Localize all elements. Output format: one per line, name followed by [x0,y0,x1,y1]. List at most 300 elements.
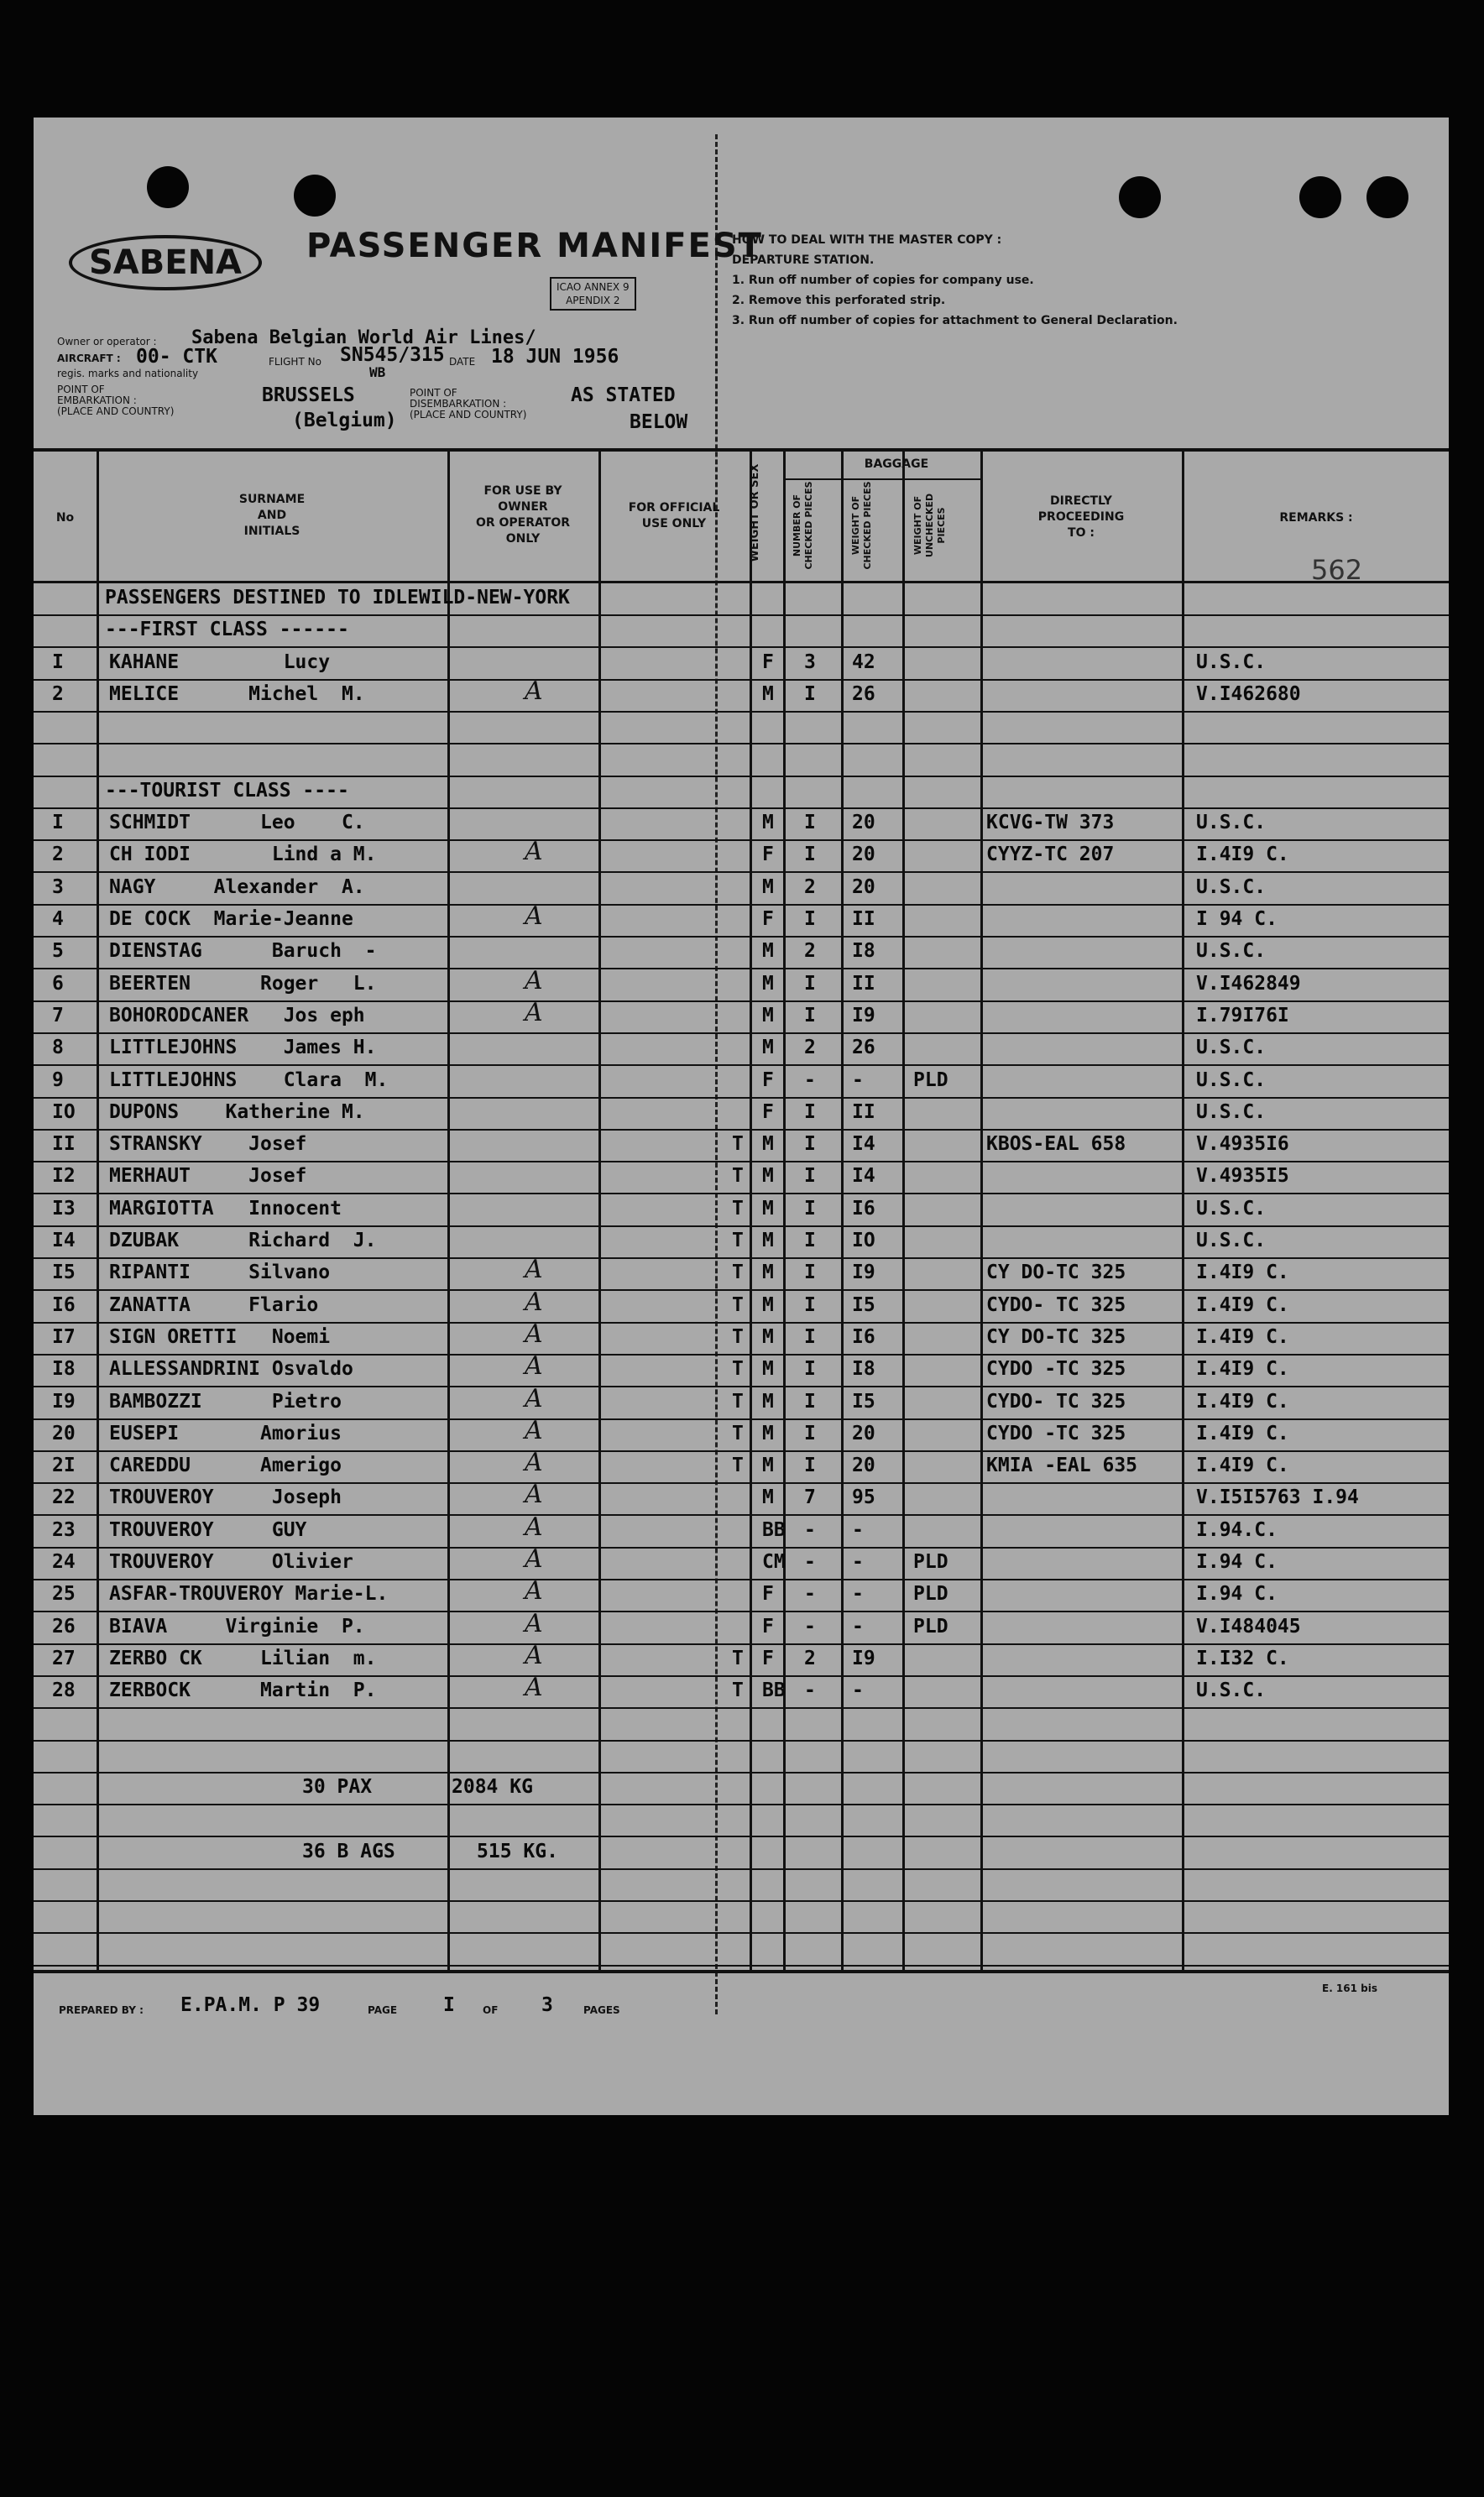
passenger-no: 27 [52,1647,76,1669]
table-line [34,1805,1449,1836]
remarks: V.I462849 [1196,972,1301,995]
checked-weight: 20 [852,875,875,898]
proceeding-to: CY DO-TC 325 [986,1325,1126,1348]
instructions-heading: HOW TO DEAL WITH THE MASTER COPY : [732,233,1002,247]
owner-mark: A [525,1351,543,1382]
owner-mark: A [525,1480,543,1510]
passenger-no: I9 [52,1390,76,1413]
passenger-name: BIAVA Virginie P. [109,1615,365,1638]
table-row [34,1383,1449,1419]
transit-flag: T [732,1262,744,1284]
remarks: I.4I9 C. [1196,1455,1289,1477]
owner-label: Owner or operator : [57,336,157,347]
passenger-name: MELICE Michel M. [109,682,365,705]
remarks: U.S.C. [1196,650,1267,673]
passenger-name: BEERTEN Roger L. [109,972,377,995]
table-row [34,1544,1449,1580]
checked-weight: 20 [852,1422,875,1444]
passenger-sex: M [762,1486,774,1509]
total-bags: 36 B AGS [302,1840,395,1862]
table-line [34,1773,1449,1805]
page-label: PAGE [368,2004,398,2016]
transit-flag: T [732,1422,744,1444]
table-row [34,901,1449,937]
passenger-no: 20 [52,1422,76,1444]
transit-flag: T [732,1165,744,1188]
passenger-sex: F [762,1615,774,1638]
proceeding-to: CYDO- TC 325 [986,1293,1126,1316]
passenger-name: DZUBAK Richard J. [109,1230,377,1251]
remarks: U.S.C. [1196,875,1267,898]
table-row [34,1226,1449,1258]
passenger-name: SIGN ORETTI Noemi [109,1325,331,1348]
checked-pieces: I [804,1230,816,1251]
table-row [34,1576,1449,1612]
checked-pieces: 7 [804,1486,816,1509]
passenger-no: 2 [52,682,64,705]
checked-weight: I5 [852,1390,875,1413]
checked-weight: I9 [852,1004,875,1026]
passenger-sex: M [762,1230,774,1251]
passenger-sex: F [762,844,774,866]
checked-pieces: I [804,1004,816,1026]
checked-weight: 26 [852,682,875,705]
checked-weight: 20 [852,844,875,866]
passenger-sex: M [762,1165,774,1188]
remarks: U.S.C. [1196,1679,1267,1702]
disemb-value-2: BELOW [630,411,688,433]
transit-flag: T [732,1230,744,1251]
col-remarks: REMARKS : [1279,511,1353,525]
checked-pieces: - [804,1068,816,1091]
passenger-no: 9 [52,1068,64,1091]
checked-pieces: 2 [804,1647,816,1669]
table-row [34,808,1449,840]
table-row [34,1673,1449,1708]
pages-label: PAGES [583,2004,620,2016]
total-bags-weight: 515 KG. [477,1840,558,1862]
checked-weight: IO [852,1230,875,1251]
checked-weight: 20 [852,812,875,834]
passenger-sex: F [762,1647,774,1669]
passenger-name: LITTLEJOHNS James H. [109,1037,377,1059]
passenger-no: I7 [52,1325,76,1348]
remarks: U.S.C. [1196,1197,1267,1220]
passenger-name: NAGY Alexander A. [109,875,365,898]
table-row [34,1480,1449,1515]
remarks: I.94 C. [1196,1583,1278,1606]
passenger-name: MARGIOTTA Innocent [109,1197,342,1220]
col-directly: DIRECTLY PROCEEDING TO : [1037,494,1125,540]
table-row [34,1033,1449,1065]
col-wt-unchecked: WEIGHT OF UNCHECKED PIECES [912,493,947,558]
passenger-name: CAREDDU Amerigo [109,1455,342,1477]
table-line [34,583,1449,615]
proceeding-to: KBOS-EAL 658 [986,1133,1126,1156]
passenger-name: BOHORODCANER Jos eph [109,1004,365,1026]
passenger-name: TROUVEROY Joseph [109,1486,342,1509]
transit-flag: T [732,1358,744,1381]
checked-pieces: 2 [804,1037,816,1059]
table-row [34,965,1449,1001]
proceeding-to: KCVG-TW 373 [986,812,1115,834]
passenger-no: II [52,1133,76,1156]
table-row [34,1066,1449,1098]
checked-pieces: I [804,908,816,930]
transit-flag: T [732,1293,744,1316]
instruction-step: 1. Run off number of copies for company use. [732,274,1034,287]
remarks: U.S.C. [1196,1100,1267,1123]
checked-pieces: I [804,1390,816,1413]
passenger-name: RIPANTI Silvano [109,1262,331,1284]
checked-pieces: - [804,1518,816,1541]
table-line [34,1869,1449,1901]
passenger-name: BAMBOZZI Pietro [109,1390,342,1413]
passenger-no: I8 [52,1358,76,1381]
checked-pieces: I [804,1165,816,1188]
flight-value: SN545/315 [340,344,445,366]
passenger-name: MERHAUT Josef [109,1165,307,1188]
remarks: V.I462680 [1196,682,1301,705]
table-row [34,1194,1449,1226]
remarks: U.S.C. [1196,1230,1267,1251]
remarks: I.4I9 C. [1196,1293,1289,1316]
manifest-sheet [34,118,1449,2115]
owner-mark: A [525,1287,543,1317]
passenger-name: EUSEPI Amorius [109,1422,342,1444]
table-line [34,1934,1449,1966]
aircraft-label: AIRCRAFT : [57,353,121,364]
table-row [34,1608,1449,1644]
passenger-no: 6 [52,972,64,995]
passenger-sex: M [762,972,774,995]
owner-mark: A [525,837,543,867]
owner-mark: A [525,965,543,995]
stamp-number: 562 [1311,554,1363,586]
icao-annex-box: ICAO ANNEX 9 APENDIX 2 [550,277,636,311]
total-pax: 30 PAX [302,1776,373,1799]
transit-flag: T [732,1455,744,1477]
owner-mark: A [525,1415,543,1445]
table-row [34,1162,1449,1194]
unchecked-weight: PLD [913,1068,948,1091]
remarks: U.S.C. [1196,1037,1267,1059]
passenger-sex: M [762,1262,774,1284]
checked-weight: I9 [852,1262,875,1284]
passenger-sex: M [762,1455,774,1477]
passenger-sex: BB [762,1679,786,1702]
passenger-name: DIENSTAG Baruch - [109,940,377,963]
remarks: V.I484045 [1196,1615,1301,1638]
checked-weight: I4 [852,1165,875,1188]
passenger-name: ASFAR-TROUVEROY Marie-L. [109,1583,389,1606]
passenger-no: 23 [52,1518,76,1541]
table-row [34,648,1449,680]
checked-pieces: I [804,844,816,866]
page-title: PASSENGER MANIFEST [306,227,763,265]
remarks: I.4I9 C. [1196,1358,1289,1381]
proceeding-to: KMIA -EAL 635 [986,1455,1138,1477]
transit-flag: T [732,1197,744,1220]
passenger-sex: F [762,1100,774,1123]
passenger-no: 28 [52,1679,76,1702]
checked-weight: - [852,1551,864,1573]
checked-weight: I8 [852,940,875,963]
table-row [34,1415,1449,1451]
table-row [34,1098,1449,1130]
section-label: ---FIRST CLASS ------ [105,619,349,641]
passenger-no: 26 [52,1615,76,1638]
passenger-sex: F [762,908,774,930]
table-top-line [34,448,1449,452]
remarks: U.S.C. [1196,1068,1267,1091]
owner-mark: A [525,1608,543,1638]
checked-weight: II [852,972,875,995]
checked-weight: - [852,1068,864,1091]
passenger-sex: M [762,875,774,898]
table-row [34,937,1449,969]
punch-hole [1119,176,1161,218]
disemb-value: AS STATED [571,384,676,406]
passenger-sex: BB [762,1518,786,1541]
passenger-no: 4 [52,908,64,930]
owner-mark: A [525,1448,543,1478]
flight-label: FLIGHT No [269,356,321,368]
passenger-no: I3 [52,1197,76,1220]
transit-flag: T [732,1390,744,1413]
table-row [34,1640,1449,1676]
owner-mark: A [525,1673,543,1703]
punch-hole [1366,176,1408,218]
passenger-sex: M [762,940,774,963]
remarks: I 94 C. [1196,908,1278,930]
passenger-no: I6 [52,1293,76,1316]
transit-flag: T [732,1133,744,1156]
passenger-sex: M [762,1325,774,1348]
checked-weight: I6 [852,1325,875,1348]
table-row [34,997,1449,1033]
owner-mark: A [525,1319,543,1349]
remarks: I.79I76I [1196,1004,1289,1026]
instructions-sub: DEPARTURE STATION. [732,253,875,267]
of-value: 3 [541,1994,553,2016]
embark-country: (Belgium) [292,410,397,431]
owner-mark: A [525,901,543,931]
remarks: I.4I9 C. [1196,1390,1289,1413]
proceeding-to: CY DO-TC 325 [986,1262,1126,1284]
checked-pieces: I [804,1293,816,1316]
passenger-name: SCHMIDT Leo C. [109,812,365,834]
col-no: No [55,511,75,525]
passenger-no: 5 [52,940,64,963]
col-weight-sex: WEIGHT OR SEX [749,463,761,562]
checked-weight: II [852,1100,875,1123]
table-line [34,1741,1449,1773]
passenger-sex: M [762,812,774,834]
col-official: FOR OFFICIAL USE ONLY [628,501,720,530]
passenger-no: I4 [52,1230,76,1251]
flight-sub: WB [369,364,386,380]
table-row [34,676,1449,712]
checked-pieces: I [804,1455,816,1477]
proceeding-to: CYDO -TC 325 [986,1358,1126,1381]
sabena-logo: SABENA [69,235,262,290]
owner-mark: A [525,1576,543,1606]
instruction-step: 2. Remove this perforated strip. [732,294,946,307]
passenger-name: STRANSKY Josef [109,1133,307,1156]
date-value: 18 JUN 1956 [491,346,619,368]
passenger-no: IO [52,1100,76,1123]
checked-pieces: I [804,682,816,705]
table-row [34,1351,1449,1387]
section-label: PASSENGERS DESTINED TO IDLEWILD-NEW-YORK [105,587,570,609]
unchecked-weight: PLD [913,1615,948,1638]
proceeding-to: CYDO- TC 325 [986,1390,1126,1413]
remarks: U.S.C. [1196,940,1267,963]
remarks: V.4935I5 [1196,1165,1289,1188]
remarks: I.94.C. [1196,1518,1278,1541]
passenger-name: ZERBO CK Lilian m. [109,1647,377,1669]
checked-pieces: I [804,1262,816,1284]
checked-pieces: 3 [804,650,816,673]
punch-hole [147,166,189,208]
passenger-no: 22 [52,1486,76,1509]
passenger-name: ZANATTA Flario [109,1293,319,1316]
total-weight: 2084 KG [452,1776,533,1799]
col-num-checked: NUMBER OF CHECKED PIECES [792,481,814,570]
checked-weight: - [852,1615,864,1638]
table-line [34,776,1449,808]
passenger-no: 25 [52,1583,76,1606]
remarks: V.I5I5763 I.94 [1196,1486,1359,1509]
col-surname: SURNAME AND INITIALS [238,493,306,538]
checked-pieces: I [804,1422,816,1444]
checked-weight: - [852,1518,864,1541]
remarks: V.4935I6 [1196,1133,1289,1156]
passenger-name: ZERBOCK Martin P. [109,1679,377,1702]
aircraft-value: 00- CTK [136,346,217,368]
table-line [34,1837,1449,1869]
remarks: I.94 C. [1196,1551,1278,1573]
checked-pieces: I [804,1325,816,1348]
transit-flag: T [732,1679,744,1702]
checked-weight: I8 [852,1358,875,1381]
remarks: I.4I9 C. [1196,844,1289,866]
checked-weight: I5 [852,1293,875,1316]
checked-pieces: - [804,1583,816,1606]
passenger-no: 24 [52,1551,76,1573]
punch-hole [294,175,336,217]
table-row [34,1319,1449,1355]
owner-mark: A [525,1640,543,1670]
checked-weight: 26 [852,1037,875,1059]
checked-pieces: I [804,1358,816,1381]
checked-pieces: - [804,1551,816,1573]
remarks: I.4I9 C. [1196,1325,1289,1348]
owner-mark: A [525,1544,543,1574]
table-line [34,1901,1449,1933]
checked-weight: I6 [852,1197,875,1220]
owner-mark: A [525,1512,543,1542]
col-baggage: BAGGAGE [864,457,929,471]
table-row [34,1255,1449,1290]
owner-mark: A [525,676,543,706]
remarks: U.S.C. [1196,812,1267,834]
table-line [34,744,1449,776]
remarks: I.4I9 C. [1196,1422,1289,1444]
proceeding-to: CYDO -TC 325 [986,1422,1126,1444]
table-row [34,1287,1449,1323]
passenger-sex: CM [762,1551,786,1573]
checked-pieces: I [804,812,816,834]
passenger-name: KAHANE Lucy [109,650,331,673]
remarks: I.I32 C. [1196,1647,1289,1669]
table-line [34,1709,1449,1741]
checked-weight: - [852,1679,864,1702]
passenger-name: DE COCK Marie-Jeanne [109,908,353,930]
passenger-no: I [52,812,64,834]
col-owner: FOR USE BY OWNER OR OPERATOR ONLY [475,484,571,546]
passenger-sex: M [762,1133,774,1156]
owner-mark: A [525,997,543,1027]
passenger-sex: M [762,1037,774,1059]
passenger-no: 8 [52,1037,64,1059]
passenger-name: DUPONS Katherine M. [109,1100,365,1123]
checked-pieces: 2 [804,875,816,898]
checked-pieces: I [804,1100,816,1123]
passenger-sex: M [762,1293,774,1316]
unchecked-weight: PLD [913,1583,948,1606]
embark-place: BRUSSELS [262,384,355,406]
passenger-name: TROUVEROY GUY [109,1518,307,1541]
passenger-name: LITTLEJOHNS Clara M. [109,1068,389,1091]
checked-weight: II [852,908,875,930]
passenger-no: I2 [52,1165,76,1188]
checked-pieces: - [804,1679,816,1702]
table-row [34,837,1449,872]
checked-weight: 95 [852,1486,875,1509]
passenger-sex: M [762,1197,774,1220]
passenger-no: 3 [52,875,64,898]
checked-pieces: I [804,972,816,995]
passenger-sex: M [762,1358,774,1381]
passenger-name: CH IODI Lind a M. [109,844,377,866]
table-row [34,1130,1449,1162]
table-row [34,1512,1449,1548]
form-code: E. 161 bis [1322,1982,1378,1994]
passenger-sex: M [762,682,774,705]
transit-flag: T [732,1325,744,1348]
table-row [34,873,1449,905]
checked-weight: I4 [852,1133,875,1156]
unchecked-weight: PLD [913,1551,948,1573]
passenger-sex: F [762,1068,774,1091]
owner-mark: A [525,1255,543,1285]
col-wt-checked: WEIGHT OF CHECKED PIECES [850,481,873,570]
instruction-step: 3. Run off number of copies for attachment to General Declaration. [732,314,1178,327]
passenger-sex: M [762,1390,774,1413]
table-bottom-line [34,1970,1449,1973]
punch-hole [1299,176,1341,218]
regis-label: regis. marks and nationality [57,368,199,379]
prepared-value: E.PA.M. P 39 [180,1994,321,2016]
passenger-name: ALLESSANDRINI Osvaldo [109,1358,353,1381]
passenger-sex: F [762,650,774,673]
embark-label: POINT OF EMBARKATION : (PLACE AND COUNTRY) [57,384,175,417]
checked-pieces: I [804,1197,816,1220]
checked-pieces: I [804,1133,816,1156]
checked-weight: - [852,1583,864,1606]
